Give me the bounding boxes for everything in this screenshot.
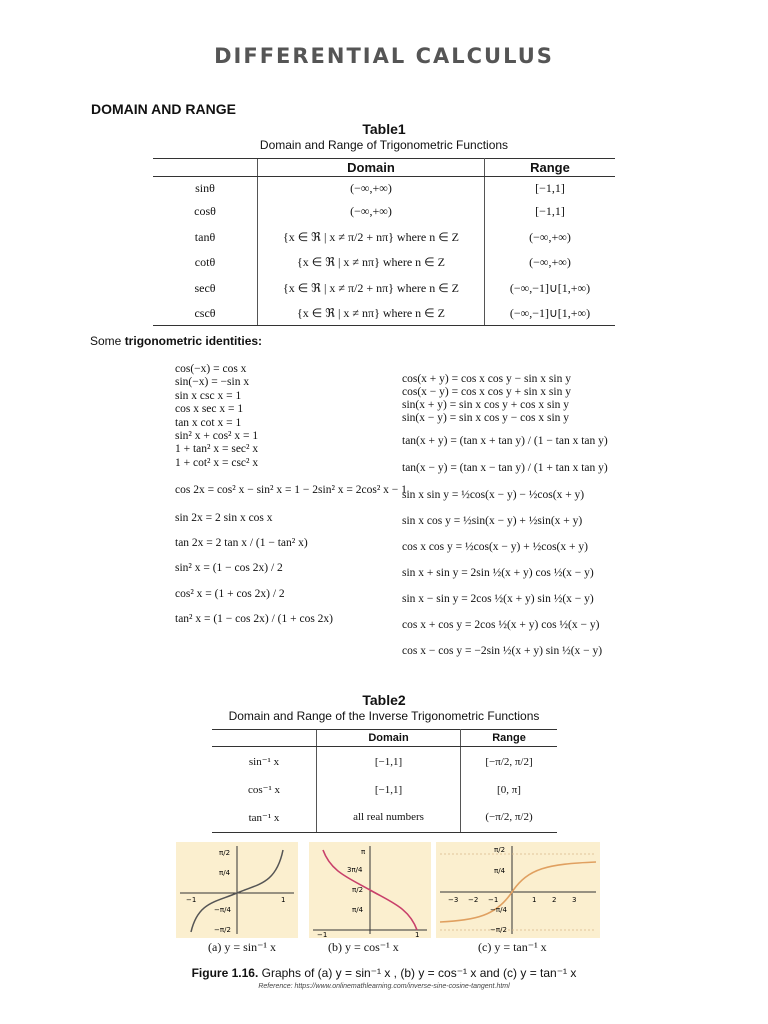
- range-cell: (−π/2, π/2): [461, 803, 558, 833]
- y-tick-label: π/2: [352, 886, 364, 894]
- identity-line: sin² x + cos² x = 1: [175, 430, 259, 443]
- identities-right-column: [402, 373, 608, 658]
- graph-arccos: [309, 842, 431, 938]
- x-tick-label: −2: [468, 896, 479, 904]
- table-row: [153, 251, 615, 274]
- y-tick-label: −π/2: [490, 926, 507, 934]
- domain-cell: (−∞,+∞): [258, 177, 485, 201]
- x-tick-label: 1: [281, 896, 286, 904]
- y-tick-label: π/2: [494, 846, 506, 854]
- x-tick-label: −1: [488, 896, 499, 904]
- identity-line: cos(x + y) = cos x cos y − sin x sin y: [402, 373, 571, 385]
- x-tick-label: 3: [572, 896, 577, 904]
- identity-line: sin² x = (1 − cos 2x) / 2: [175, 562, 283, 575]
- identity-line: sin x − sin y = 2cos ½(x + y) sin ½(x − y): [402, 593, 594, 605]
- domain-cell: {x ∈ ℜ | x ≠ π/2 + nπ} where n ∈ Z: [258, 223, 485, 251]
- table-row: [212, 777, 557, 803]
- domain-cell: {x ∈ ℜ | x ≠ π/2 + nπ} where n ∈ Z: [258, 274, 485, 302]
- table-row: [212, 747, 557, 777]
- table1-caption: Domain and Range of Trigonometric Functions: [259, 138, 509, 152]
- graph-caption-a: (a) y = sin⁻¹ x: [208, 940, 277, 954]
- identities-left-column: [175, 363, 407, 627]
- identity-line: cos² x = (1 + cos 2x) / 2: [175, 587, 285, 600]
- identity-line: tan 2x = 2 tan x / (1 − tan² x): [175, 537, 308, 550]
- identity-line: sin(x + y) = sin x cos y + cos x sin y: [402, 399, 570, 411]
- function-cell: tan⁻¹ x: [212, 803, 317, 833]
- graph-background: [436, 842, 600, 938]
- domain-cell: [−1,1]: [317, 777, 461, 803]
- identity-line: sin 2x = 2 sin x cos x: [175, 511, 273, 524]
- x-tick-label: 1: [415, 931, 420, 938]
- table2-label: Table2: [362, 692, 406, 708]
- figure-caption: Figure 1.16. Graphs of (a) y = sin⁻¹ x , (b) y = cos⁻¹ x and (c) y = tan⁻¹ x: [191, 966, 577, 980]
- table-row: [153, 274, 615, 302]
- table2-header-domain: Domain: [317, 730, 461, 747]
- reference-note: Reference: https://www.onlinemathlearning.com/inverse-sine-cosine-tangent.html: [258, 983, 510, 990]
- identity-line: cos x + cos y = 2cos ½(x + y) cos ½(x − y): [402, 619, 600, 631]
- identity-line: sin(x − y) = sin x cos y − cos x sin y: [402, 412, 570, 424]
- table2-header-fn: [212, 730, 317, 747]
- function-cell: secθ: [194, 280, 216, 295]
- y-tick-label: π/4: [494, 867, 506, 875]
- table1-header-row: [153, 159, 615, 177]
- identity-line: 1 + tan² x = sec² x: [175, 443, 259, 456]
- y-tick-label: −π/4: [490, 906, 507, 914]
- table1: [153, 158, 615, 326]
- domain-cell: all real numbers: [317, 803, 461, 833]
- identity-line: sin x cos y = ½sin(x − y) + ½sin(x + y): [402, 515, 583, 527]
- range-cell: (−∞,−1]∪[1,+∞): [485, 302, 616, 326]
- y-tick-label: −π/4: [214, 906, 231, 914]
- graph-caption-c: (c) y = tan⁻¹ x: [478, 940, 547, 954]
- table2-header-range: Range: [461, 730, 558, 747]
- table2: [212, 729, 557, 833]
- function-cell: sinθ: [195, 181, 215, 195]
- domain-cell: (−∞,+∞): [258, 200, 485, 223]
- table1-header-domain: Domain: [258, 159, 485, 177]
- table-row: [153, 302, 615, 326]
- identity-line: cos 2x = cos² x − sin² x = 1 − 2sin² x = 2cos² x − 1: [175, 484, 407, 497]
- range-cell: (−∞,+∞): [529, 255, 571, 269]
- y-tick-label: π: [361, 848, 366, 856]
- identity-line: sin x csc x = 1: [175, 389, 242, 402]
- table1-label: Table1: [362, 121, 406, 137]
- x-tick-label: −1: [317, 931, 328, 938]
- function-cell: cosθ: [194, 204, 216, 218]
- identity-line: 1 + cot² x = csc² x: [175, 456, 259, 469]
- graph-arctan: [436, 842, 600, 938]
- table2-header-row: [212, 730, 557, 747]
- function-cell: sin⁻¹ x: [248, 756, 280, 769]
- identity-line: cos x cos y = ½cos(x − y) + ½cos(x + y): [402, 541, 588, 553]
- function-cell: cotθ: [194, 255, 216, 269]
- identity-line: sin x + sin y = 2sin ½(x + y) cos ½(x − y): [402, 567, 594, 579]
- y-tick-label: π/2: [219, 849, 231, 857]
- domain-cell: [−1,1]: [317, 747, 461, 777]
- range-cell: [0, π]: [497, 783, 521, 796]
- table1-header-fn: [153, 159, 258, 177]
- table-row: [153, 177, 615, 201]
- identity-line: cos(x − y) = cos x cos y + sin x sin y: [402, 386, 571, 398]
- section-heading: DOMAIN AND RANGE: [91, 101, 236, 117]
- identity-line: cos x sec x = 1: [175, 403, 244, 416]
- x-tick-label: −3: [448, 896, 459, 904]
- range-cell: (−∞,+∞): [529, 229, 571, 244]
- table2-caption: Domain and Range of the Inverse Trigonometric Functions: [228, 709, 540, 723]
- table-row: [153, 223, 615, 251]
- identity-line: tan x cot x = 1: [175, 416, 242, 429]
- graph-caption-b: (b) y = cos⁻¹ x: [328, 940, 399, 954]
- domain-cell: {x ∈ ℜ | x ≠ nπ} where n ∈ Z: [258, 302, 485, 326]
- x-tick-label: 1: [532, 896, 537, 904]
- function-cell: cos⁻¹ x: [247, 784, 281, 796]
- table1-header-range: Range: [485, 159, 616, 177]
- range-cell: [−1,1]: [535, 181, 565, 195]
- table-row: [212, 803, 557, 833]
- identity-line: tan² x = (1 − cos 2x) / (1 + cos 2x): [175, 613, 334, 626]
- y-tick-label: −π/2: [214, 926, 231, 934]
- y-tick-label: π/4: [219, 869, 231, 877]
- identity-line: tan(x + y) = (tan x + tan y) / (1 − tan x tan y): [402, 435, 608, 447]
- page-title: DIFFERENTIAL CALCULUS: [214, 44, 554, 68]
- function-cell: tanθ: [194, 229, 216, 244]
- range-cell: [−1,1]: [535, 204, 565, 218]
- identity-line: cos x − cos y = −2sin ½(x + y) sin ½(x − y): [402, 645, 603, 657]
- y-tick-label: 3π/4: [347, 866, 363, 874]
- identities-intro: Some trigonometric identities:: [90, 334, 263, 348]
- range-cell: (−∞,−1]∪[1,+∞): [509, 280, 591, 295]
- graph-arcsin: [176, 842, 298, 938]
- x-tick-label: −1: [186, 896, 197, 904]
- y-tick-label: π/4: [352, 906, 364, 914]
- domain-cell: {x ∈ ℜ | x ≠ nπ} where n ∈ Z: [258, 251, 485, 274]
- range-cell: [−π/2, π/2]: [485, 755, 533, 768]
- table-row: [153, 200, 615, 223]
- identity-line: sin x sin y = ½cos(x − y) − ½cos(x + y): [402, 489, 585, 501]
- identity-line: tan(x − y) = (tan x − tan y) / (1 + tan x tan y): [402, 462, 608, 474]
- function-cell: cscθ: [153, 302, 258, 326]
- identity-line: sin(−x) = −sin x: [175, 376, 250, 389]
- identity-line: cos(−x) = cos x: [175, 363, 247, 375]
- x-tick-label: 2: [552, 896, 557, 904]
